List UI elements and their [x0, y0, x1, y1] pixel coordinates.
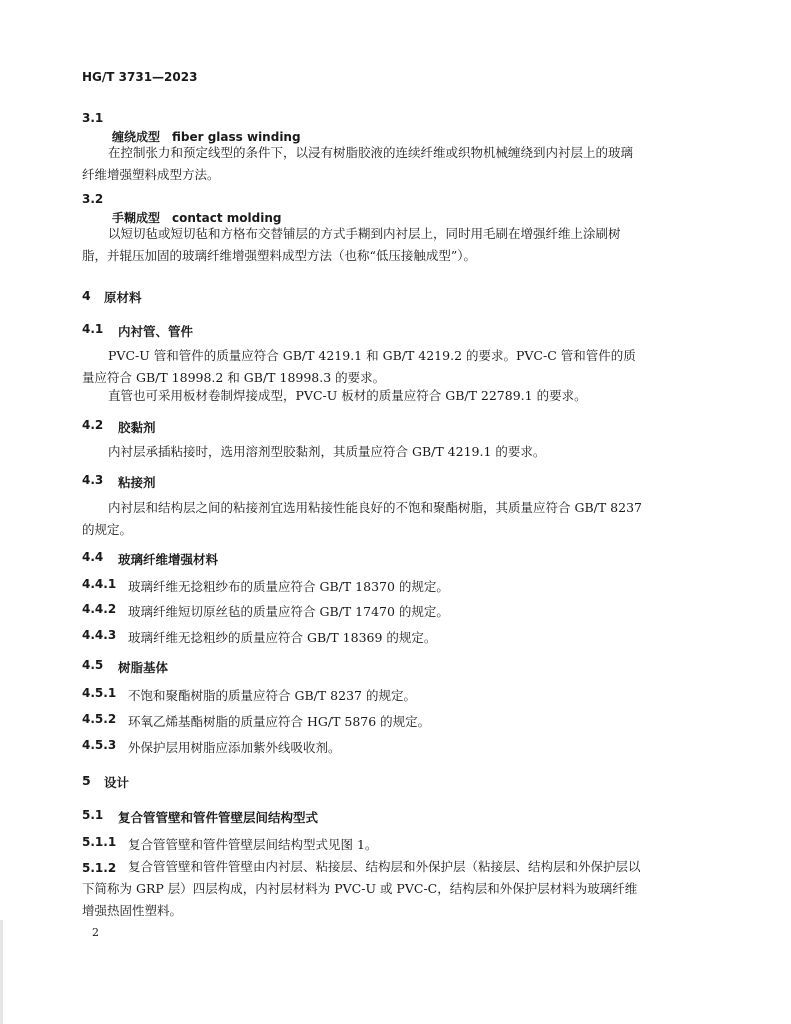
scan-edge [0, 920, 3, 1024]
clause-title: 胶黏剂 [118, 420, 156, 435]
subclause-number: 4.5.3 [82, 738, 117, 752]
subclause-text: 复合管管壁和管件管壁层间结构型式见图 1。 [128, 837, 378, 852]
section-number: 4 [82, 288, 91, 303]
paragraph: 直管也可采用板材卷制焊接成型，PVC-U 板材的质量应符合 GB/T 22789.1 的要求。 [108, 388, 587, 403]
term-title: 手糊成型 contact molding [112, 211, 282, 225]
standard-code: HG/T 3731—2023 [82, 70, 198, 84]
section-number: 5 [82, 773, 91, 788]
section-title: 设计 [104, 775, 130, 790]
subclause-text: 外保护层用树脂应添加紫外线吸收剂。 [128, 740, 341, 755]
clause-number: 4.5 [82, 658, 104, 672]
subclause-text: 不饱和聚酯树脂的质量应符合 GB/T 8237 的规定。 [128, 688, 416, 703]
subclause-number: 4.4.1 [82, 577, 117, 591]
subclause-text: 复合管管壁和管件管壁由内衬层、粘接层、结构层和外保护层（粘接层、结构层和外保护层以下简称为 GRP 层）四层构成，内衬层材料为 PVC-U 或 PVC-C，结构层和外保护层材料为玻璃纤维增强热固性塑料。 [82, 859, 641, 918]
page-number: 2 [92, 926, 99, 939]
term-definition: 以短切毡或短切毡和方格布交替铺层的方式手糊到内衬层上，同时用毛刷在增强纤维上涂刷树脂，并辊压加固的玻璃纤维增强塑料成型方法（也称“低压接触成型”）。 [82, 226, 621, 263]
clause-number: 4.3 [82, 473, 104, 487]
clause-number: 3.1 [82, 111, 104, 125]
subclause-text: 环氧乙烯基酯树脂的质量应符合 HG/T 5876 的规定。 [128, 714, 431, 729]
paragraph: 内衬层和结构层之间的粘接剂宜选用粘接性能良好的不饱和聚酯树脂，其质量应符合 GB/T 8237 的规定。 [82, 500, 642, 537]
subclause-text: 玻璃纤维无捻粗纱布的质量应符合 GB/T 18370 的规定。 [128, 579, 449, 594]
clause-title: 玻璃纤维增强材料 [118, 552, 219, 567]
paragraph: 内衬层承插粘接时，选用溶剂型胶黏剂，其质量应符合 GB/T 4219.1 的要求。 [108, 444, 546, 459]
subclause-number: 4.4.3 [82, 628, 117, 642]
term-definition: 在控制张力和预定线型的条件下，以浸有树脂胶液的连续纤维或织物机械缠绕到内衬层上的玻璃纤维增强塑料成型方法。 [82, 145, 634, 182]
subclause-number: 4.5.1 [82, 686, 117, 700]
subclause-text: 玻璃纤维短切原丝毡的质量应符合 GB/T 17470 的规定。 [128, 604, 449, 619]
subclause-number: 4.5.2 [82, 712, 117, 726]
clause-title: 树脂基体 [118, 660, 169, 675]
clause-number: 4.1 [82, 322, 104, 336]
section-title: 原材料 [104, 290, 142, 305]
subclause-number: 5.1.2 [82, 861, 117, 875]
term-title: 缠绕成型 fiber glass winding [112, 130, 301, 144]
clause-title: 内衬管、管件 [118, 324, 194, 339]
paragraph: PVC-U 管和管件的质量应符合 GB/T 4219.1 和 GB/T 4219.2 的要求。PVC-C 管和管件的质量应符合 GB/T 18998.2 和 GB/T 18998.3 的要求。 [82, 348, 636, 385]
subclause-text: 玻璃纤维无捻粗纱的质量应符合 GB/T 18369 的规定。 [128, 630, 437, 645]
clause-number: 5.1 [82, 808, 104, 822]
subclause-number: 4.4.2 [82, 602, 117, 616]
clause-number: 4.4 [82, 550, 104, 564]
clause-title: 粘接剂 [118, 475, 156, 490]
clause-number: 3.2 [82, 192, 104, 206]
subclause-number: 5.1.1 [82, 835, 117, 849]
clause-title: 复合管管壁和管件管壁层间结构型式 [118, 810, 319, 825]
clause-number: 4.2 [82, 418, 104, 432]
